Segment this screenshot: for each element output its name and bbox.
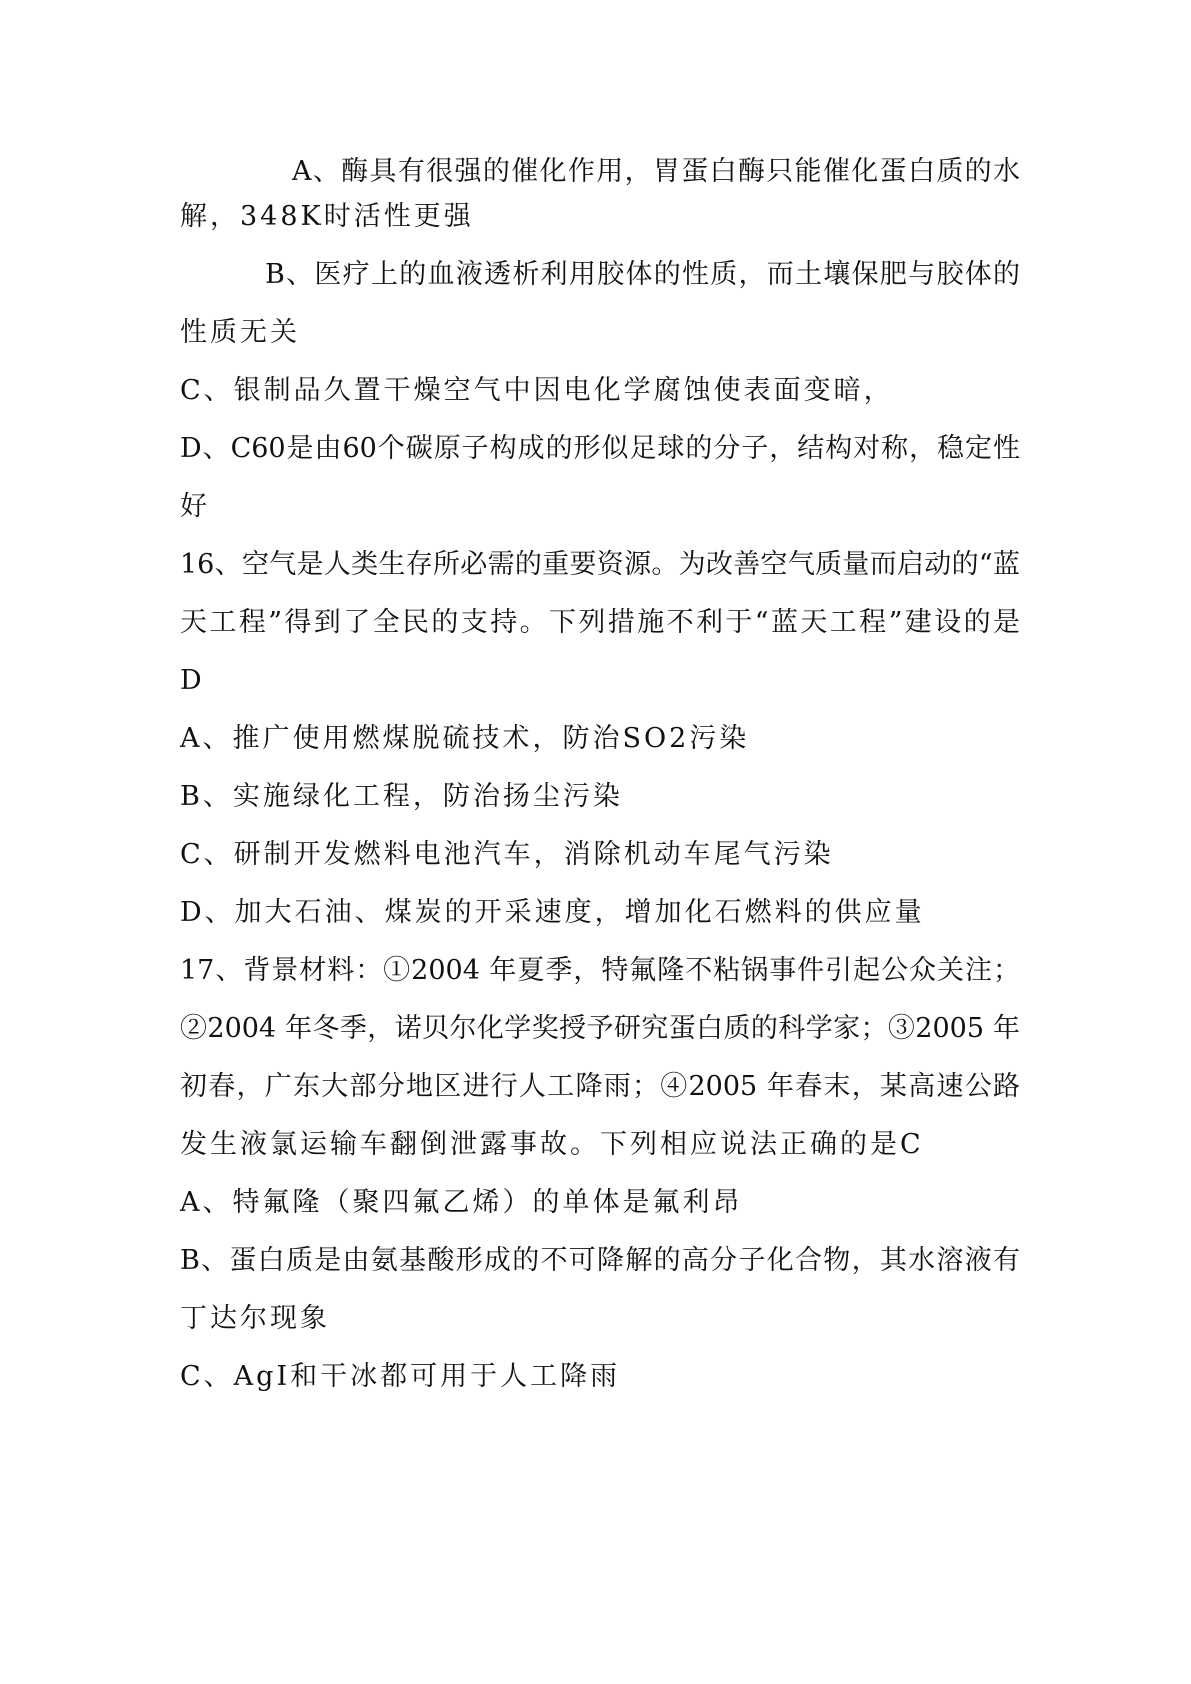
q17-option-a: A、特氟隆（聚四氟乙烯）的单体是氟利昂 (180, 1187, 743, 1218)
option-a-line-1: A、酶具有很强的催化作用，胃蛋白酶只能催化蛋白质的水 (292, 156, 1020, 187)
option-b-line-2: 性质无关 (180, 317, 300, 348)
q16-option-b: B、实施绿化工程，防治扬尘污染 (180, 781, 623, 812)
option-a-line-2: 解，348K时活性更强 (180, 201, 474, 232)
option-b-line-1: B、医疗上的血液透析利用胶体的性质，而土壤保肥与胶体的 (265, 259, 1020, 290)
question-17-line-3: 初春，广东大部分地区进行人工降雨；④2005 年春末，某高速公路 (180, 1071, 1020, 1102)
question-16-line-1: 16、空气是人类生存所必需的重要资源。为改善空气质量而启动的“蓝 (180, 549, 1020, 580)
q16-option-a: A、推广使用燃煤脱硫技术，防治SO2污染 (180, 723, 750, 754)
question-16-answer: D (180, 665, 205, 696)
question-17-line-2: ②2004 年冬季，诺贝尔化学奖授予研究蛋白质的科学家；③2005 年 (180, 1013, 1020, 1044)
q16-option-c: C、研制开发燃料电池汽车，消除机动车尾气污染 (180, 839, 834, 870)
q16-option-d: D、加大石油、煤炭的开采速度，增加化石燃料的供应量 (180, 897, 925, 928)
q17-option-b-line-2: 丁达尔现象 (180, 1303, 330, 1334)
question-17-line-1: 17、背景材料：①2004 年夏季，特氟隆不粘锅事件引起公众关注； (180, 955, 1020, 986)
question-17-line-4: 发生液氯运输车翻倒泄露事故。下列相应说法正确的是C (180, 1129, 924, 1160)
option-d-line-2: 好 (180, 491, 210, 522)
q17-option-b-line-1: B、蛋白质是由氨基酸形成的不可降解的高分子化合物，其水溶液有 (180, 1245, 1020, 1276)
option-c-line: C、银制品久置干燥空气中因电化学腐蚀使表面变暗， (180, 375, 894, 406)
q17-option-c: C、AgI和干冰都可用于人工降雨 (180, 1361, 621, 1392)
option-d-line-1: D、C60是由60个碳原子构成的形似足球的分子，结构对称，稳定性 (180, 433, 1020, 464)
question-16-line-2: 天工程”得到了全民的支持。下列措施不利于“蓝天工程”建设的是 (180, 607, 1020, 638)
